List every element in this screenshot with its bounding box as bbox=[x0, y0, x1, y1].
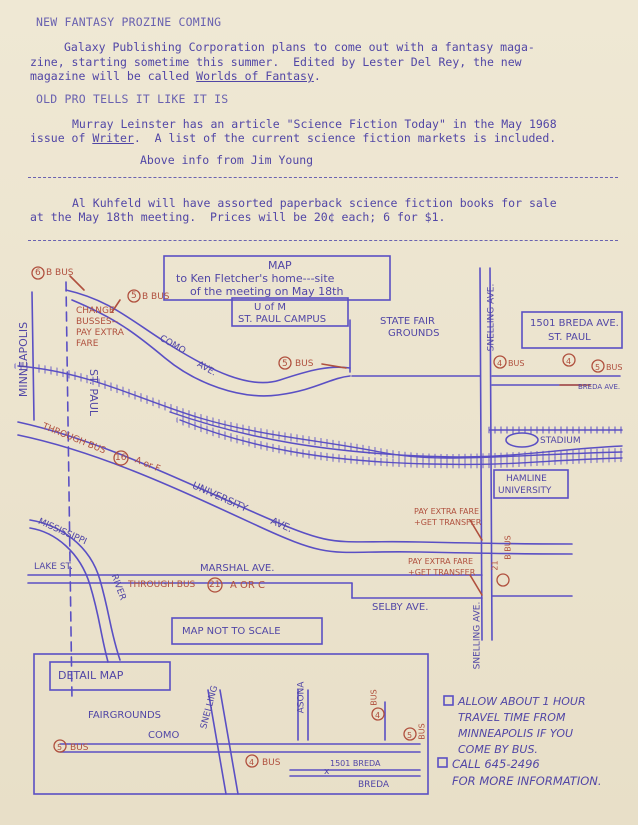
detail-breda-label: BREDA bbox=[358, 780, 390, 790]
map-title-3: of the meeting on May 18th bbox=[190, 285, 344, 298]
minneapolis-line bbox=[32, 292, 34, 420]
hamline-label-2: UNIVERSITY bbox=[498, 486, 552, 496]
change-line-3: PAY EXTRA bbox=[76, 328, 124, 338]
detail-bus5b-label: BUS bbox=[417, 723, 427, 740]
bus-6-label: B BUS bbox=[46, 268, 74, 278]
travel-note bbox=[458, 694, 586, 758]
address-label-2: ST. PAUL bbox=[548, 332, 591, 343]
through-bus-21-label: THROUGH BUS bbox=[128, 580, 196, 590]
map-title-2: to Ken Fletcher's home---site bbox=[176, 272, 335, 285]
como-label: COMO bbox=[157, 333, 188, 357]
writer-title: Writer bbox=[92, 131, 134, 145]
marshall-ave-label: MARSHAL AVE. bbox=[200, 563, 275, 574]
university-label: UNIVERSITY bbox=[190, 480, 250, 515]
bus-21b-number: 21 bbox=[490, 560, 500, 571]
article1-line2: zine, starting sometime this summer. Edited by Lester Del Rey, the new bbox=[30, 55, 522, 69]
bus-5-label: B BUS bbox=[142, 292, 170, 302]
uofm-label-1: U of M bbox=[254, 302, 286, 313]
detail-como-label: COMO bbox=[148, 730, 180, 741]
minneapolis-label: MINNEAPOLIS bbox=[17, 321, 31, 398]
pay-extra-1b: +GET TRANSFER bbox=[414, 518, 482, 527]
bus-5-number: 5 bbox=[131, 291, 137, 301]
call-note bbox=[452, 756, 602, 790]
pay-extra-2b: +GET TRANSFER bbox=[408, 568, 476, 577]
detail-bus5b-number: 5 bbox=[407, 731, 413, 740]
university-ave-label: AVE. bbox=[268, 515, 294, 536]
bus-21-number: 21 bbox=[209, 580, 221, 590]
city-boundary bbox=[66, 282, 72, 700]
map-title-1: MAP bbox=[268, 259, 292, 272]
lake-st-label: LAKE ST. bbox=[34, 562, 73, 572]
through-bus-16-label: THROUGH BUS bbox=[40, 421, 107, 457]
bus-5b-number: 5 bbox=[282, 359, 288, 369]
detail-bus5-label: BUS bbox=[70, 743, 89, 753]
heading-fantasy-prozine: NEW FANTASY PROZINE COMING bbox=[36, 15, 222, 29]
address-label-1: 1501 BREDA AVE. bbox=[530, 318, 619, 329]
article2-line2-pre: issue of bbox=[30, 131, 93, 145]
note-line-3: MINNEAPOLIS IF YOU bbox=[458, 727, 574, 740]
snelling-top-label: SNELLING AVE. bbox=[486, 283, 497, 352]
pay-extra-1a: PAY EXTRA FARE bbox=[414, 507, 480, 516]
detail-asona-label: ASONA bbox=[296, 681, 307, 714]
bus-16-number: 16 bbox=[115, 453, 127, 463]
detail-bus5-number: 5 bbox=[57, 743, 63, 752]
uofm-label-2: ST. PAUL CAMPUS bbox=[238, 314, 327, 325]
bus-5c-number: 5 bbox=[595, 363, 601, 372]
fair-label-2: GROUNDS bbox=[388, 328, 440, 339]
article2-credit: Above info from Jim Young bbox=[140, 153, 314, 167]
detail-bus4-label: BUS bbox=[262, 758, 281, 768]
note-line-2: TRAVEL TIME FROM bbox=[458, 711, 566, 724]
detail-bus4b-number: 4 bbox=[375, 711, 381, 720]
article2-line2-post: . A list of the current science fiction markets is included. bbox=[133, 131, 557, 145]
bus-5b-label: BUS bbox=[295, 359, 314, 369]
detail-1501-label: 1501 BREDA bbox=[330, 759, 381, 768]
article1-line3-pre: magazine will be called bbox=[30, 69, 197, 83]
river-label: RIVER bbox=[108, 572, 128, 602]
change-line-2: BUSSES-- bbox=[76, 317, 119, 327]
pay-extra-2a: PAY EXTRA FARE bbox=[408, 557, 474, 566]
pay-extra-note-2 bbox=[408, 556, 475, 578]
bus-21-routes: A OR C bbox=[230, 580, 265, 591]
st-paul-label: ST. PAUL bbox=[87, 368, 101, 417]
breda-ave-label: BREDA AVE. bbox=[578, 383, 621, 391]
detail-snelling-label: SNELLING bbox=[199, 684, 221, 731]
hamline-label-1: HAMLINE bbox=[506, 474, 547, 484]
bus-4-number: 4 bbox=[497, 359, 503, 368]
detail-bus4-number: 4 bbox=[249, 758, 255, 767]
bus-21b-label: B BUS bbox=[503, 535, 513, 560]
bus-4-label: BUS bbox=[508, 359, 525, 368]
snelling-bottom-label: SNELLING AVE. bbox=[472, 601, 483, 670]
article1-line1: Galaxy Publishing Corporation plans to come out with a fantasy maga- bbox=[64, 40, 535, 54]
bus-16-routes: A or F bbox=[133, 455, 162, 475]
not-to-scale-label: MAP NOT TO SCALE bbox=[182, 626, 281, 637]
change-line-1: CHANGE bbox=[76, 306, 115, 316]
article3-line2: at the May 18th meeting. Prices will be 20¢ each; 6 for $1. bbox=[30, 210, 446, 224]
detail-fairgrounds: FAIRGROUNDS bbox=[88, 710, 161, 721]
article1-line3-post: . bbox=[313, 69, 321, 83]
change-line-4: FARE bbox=[76, 339, 99, 349]
article2-line1: Murray Leinster has an article "Science Fiction Today" in the May 1968 bbox=[72, 117, 557, 131]
detail-map-label: DETAIL MAP bbox=[58, 669, 124, 682]
note-line-1: ALLOW ABOUT 1 HOUR bbox=[458, 695, 586, 708]
stadium-label: STADIUM bbox=[540, 436, 581, 446]
bus-5c-label: BUS bbox=[606, 363, 623, 372]
note-line-5: CALL 645-2496 bbox=[452, 757, 540, 771]
magazine-title: Worlds of Fantasy bbox=[196, 69, 314, 83]
mississippi-label: MISSISSIPPI bbox=[36, 516, 89, 548]
detail-bus4b-label: BUS bbox=[369, 689, 379, 706]
pay-extra-note-1 bbox=[414, 506, 481, 528]
como-ave-label: AVE. bbox=[195, 359, 218, 379]
detail-house-marker: x bbox=[324, 767, 330, 777]
article3-line1: Al Kuhfeld will have assorted paperback science fiction books for sale bbox=[72, 196, 557, 210]
bus-6-number: 6 bbox=[35, 268, 41, 278]
note-line-6: FOR MORE INFORMATION. bbox=[452, 774, 602, 788]
stadium-shape bbox=[506, 433, 538, 447]
fair-label-1: STATE FAIR bbox=[380, 316, 435, 327]
heading-old-pro: OLD PRO TELLS IT LIKE IT IS bbox=[36, 92, 229, 106]
change-busses-note bbox=[76, 306, 124, 350]
note-line-4: COME BY BUS. bbox=[458, 743, 538, 756]
bus-4b-number: 4 bbox=[566, 357, 572, 366]
selby-ave-label: SELBY AVE. bbox=[372, 602, 429, 613]
